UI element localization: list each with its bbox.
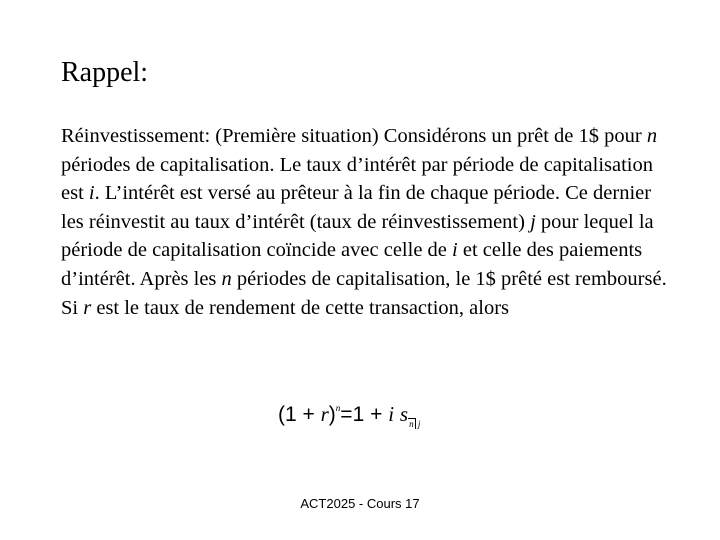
formula-lhs-open: (1 + bbox=[278, 403, 321, 426]
formula-exponent: n bbox=[335, 403, 341, 413]
slide-title: Rappel: bbox=[61, 57, 149, 88]
slide-footer: ACT2025 - Cours 17 bbox=[300, 496, 420, 511]
paragraph-variable: i bbox=[452, 239, 458, 262]
formula-subscript bbox=[408, 419, 420, 429]
paragraph-text-run: pour lequel la période de capitalisation coïncide avec celle de bbox=[61, 210, 654, 262]
paragraph-text-run: est le taux de rendement de cette transaction, alors bbox=[91, 296, 510, 319]
formula bbox=[278, 397, 420, 431]
formula-sub-rate: j bbox=[417, 419, 421, 429]
paragraph-variable: j bbox=[530, 210, 536, 233]
formula-rhs-s: s bbox=[399, 402, 409, 426]
formula-lhs-close: ) bbox=[328, 403, 336, 426]
formula-equals: = bbox=[340, 403, 353, 426]
formula-angle-n: n bbox=[409, 419, 414, 429]
paragraph-variable: i bbox=[88, 182, 95, 205]
paragraph-text-run: et celle des paiements d’intérêt. Après les bbox=[61, 239, 643, 290]
formula-rhs-i: i bbox=[388, 402, 395, 426]
paragraph-variable: n bbox=[646, 125, 658, 147]
formula-rhs-one: 1 + bbox=[352, 403, 389, 426]
paragraph-text-run: périodes de capitalisation. Le taux d’intérêt par période de capitalisation est bbox=[61, 153, 653, 205]
body-paragraph bbox=[61, 122, 671, 322]
paragraph-text-run: . L’intérêt est versé au prêteur à la fin de chaque période. Ce dernier les réinvestit au taux d’intérêt (taux de réinvestissement) bbox=[61, 182, 652, 233]
paragraph-text-run: Réinvestissement: (Première situation) Considérons un prêt de 1$ pour bbox=[61, 125, 647, 147]
paragraph-text-run: périodes de capitalisation, le 1$ prêté est remboursé. Si bbox=[61, 267, 667, 319]
formula-lhs-var: r bbox=[320, 402, 329, 426]
paragraph-variable: n bbox=[221, 267, 232, 290]
paragraph-variable: r bbox=[83, 296, 92, 319]
